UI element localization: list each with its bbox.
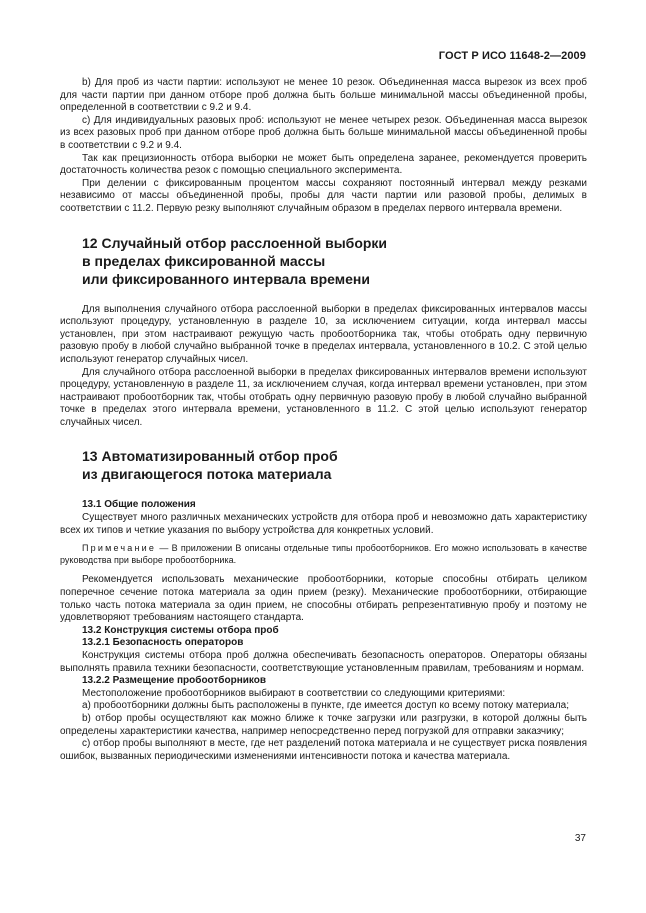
section-13-heading	[82, 447, 587, 483]
heading-line: 13 Автоматизированный отбор проб	[82, 448, 338, 465]
document-body	[60, 77, 587, 763]
heading-line: в пределах фиксированной массы	[82, 252, 326, 269]
note-label: Примечание	[82, 543, 157, 554]
paragraph: Для случайного отбора расслоенной выборки в пределах фиксированных интервалов времени используют процедуру, установленную в разделе 11, за исключением случая, когда интервал времени установлен, при этом настраивают пробоотборник так, чтобы отобрать одну первичную разовую пробу в любой случайно выбранной точке в пределах этого интервала времени, установленного в 11.2. С этой целью используют генератор случайных чисел.	[60, 366, 587, 428]
paragraph: Конструкция системы отбора проб должна обеспечивать безопасность операторов. Операторы обязаны выполнять правила техники безопасности, соответствующие установленным правилам, требованиям и нормам.	[60, 650, 587, 674]
paragraph: c) Для индивидуальных разовых проб: используют не менее четырех резок. Объединенная масса вырезок из всех разовых проб при данном отборе проб должна быть больше минимальной массы объединенной пробы в соответствии с 9.2 и 9.4.	[60, 114, 587, 151]
paragraph: Для выполнения случайного отбора расслоенной выборки в пределах фиксированных интервалов массы используют процедуру, установленную в разделе 10, за исключением ситуации, когда интервал массы установлен, при этом настраивают режущую часть пробоотборника так, чтобы отобрать одну первичную разовую пробу в любой случайно выбранной точке в пределах интервала, установленного в 10.2. С этой целью используют генератор случайных чисел.	[60, 303, 587, 365]
subsection-13-2-title: 13.2 Конструкция системы отбора проб	[82, 624, 279, 636]
page-number: 37	[574, 833, 586, 844]
heading-line: или фиксированного интервала времени	[82, 270, 370, 287]
paragraph: Рекомендуется использовать механические пробоотборники, которые способны отбирать целиком поперечное сечение потока материала за один прием (резку). Механические пробоотборники, отбирающие только часть потока материала за один прием, не способны отбирать репрезентативную пробу и поэтому не удовлетворяют требованиям настоящего стандарта.	[60, 574, 587, 624]
heading-line: из двигающегося потока материала	[82, 466, 332, 483]
paragraph: При делении с фиксированным процентом массы сохраняют постоянный интервал между резками независимо от массы объединенной пробы, пробы для части партии или разовой пробы, делимых в соответствии с 11.2. Первую резку выполняют случайным образом в пределах первого интервала времени.	[60, 177, 587, 214]
list-item: a) пробоотборники должны быть расположены в пункте, где имеется доступ ко всему потоку материала;	[82, 700, 570, 712]
list-item: c) отбор пробы выполняют в месте, где нет разделений потока материала и не существует риска появления ошибок, вызванных периодическими изменениями интенсивности потока и качества материала.	[60, 738, 587, 762]
section-12-heading	[82, 234, 587, 288]
heading-line: 12 Случайный отбор расслоенной выборки	[82, 234, 388, 251]
paragraph: b) Для проб из части партии: используют не менее 10 резок. Объединенная масса вырезок из всех проб для части партии при данном отборе проб должна быть больше минимальной массы объединенной пробы, определенной в соответствии с 9.2 и 9.4.	[60, 77, 587, 114]
document-header: ГОСТ Р ИСО 11648-2—2009	[438, 50, 586, 62]
note	[60, 543, 587, 566]
subsection-13-2-2-title: 13.2.2 Размещение пробоотборников	[82, 675, 267, 687]
subsection-13-2-1-title: 13.2.1 Безопасность операторов	[82, 637, 244, 649]
list-item: b) отбор пробы осуществляют как можно ближе к точке загрузки или разгрузки, в которой должны быть определены характеристики качества, например непосредственно перед погрузкой для отправки заказчику;	[60, 712, 587, 737]
paragraph: Существует много различных механических устройств для отбора проб и невозможно дать характеристику всех их типов и четкие указания по выбору устройства для конкретных условий.	[60, 512, 587, 536]
paragraph: Местоположение пробоотборников выбирают в соответствии со следующими критериями:	[82, 687, 506, 699]
paragraph: Так как прецизионность отбора выборки не может быть определена заранее, рекомендуется проверить достаточность количества резок с помощью специального эксперимента.	[60, 152, 587, 177]
note-text: — В приложении В описаны отдельные типы пробоотборников. Его можно использовать в качестве руководства при выборе пробоотборника.	[60, 543, 587, 565]
subsection-13-1-title: 13.1 Общие положения	[82, 499, 196, 511]
